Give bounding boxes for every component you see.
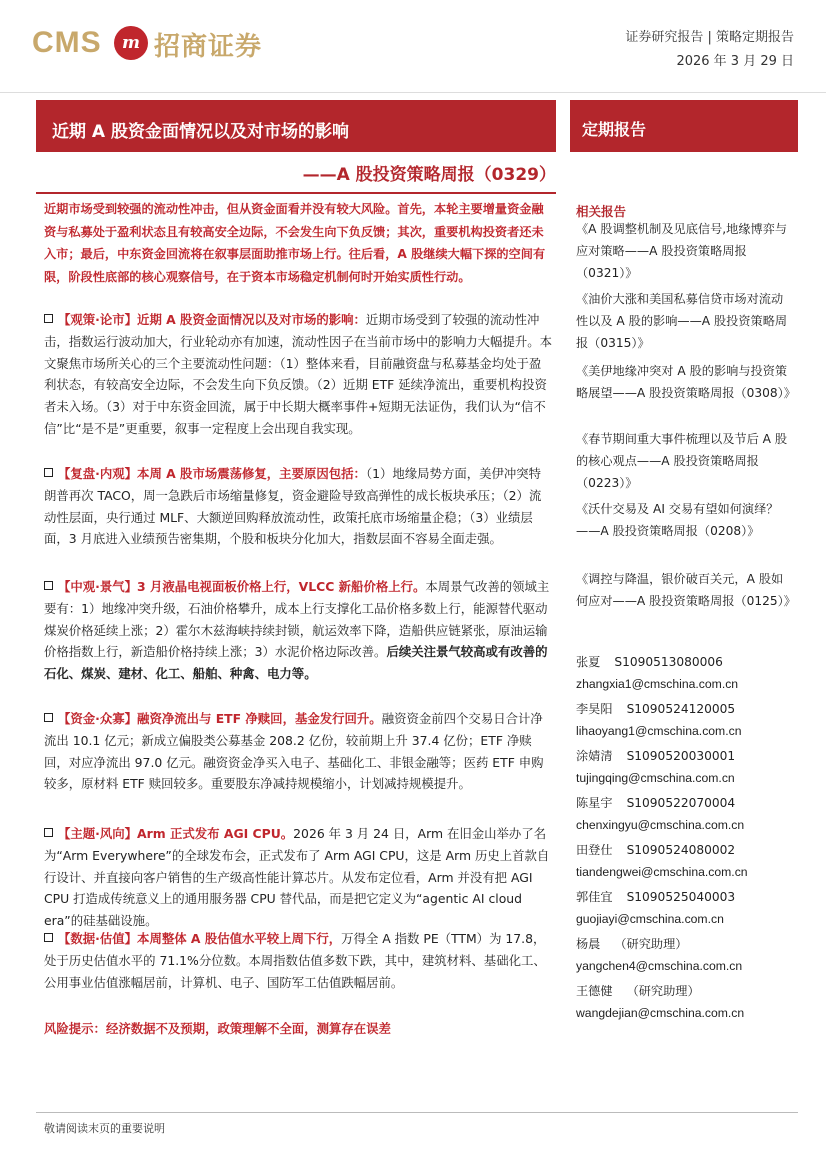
checkbox-bullet-icon xyxy=(44,581,53,590)
analyst-row xyxy=(576,888,735,905)
analyst-code: S1090513080006 xyxy=(614,655,723,669)
section-highlight: 后续关注景气较高或有改善的石化、煤炭、建材、化工、船舶、种禽、电力等。 xyxy=(44,644,548,682)
analyst-code: S1090524120005 xyxy=(626,702,736,716)
section-text: 本周景气改善的领域主要有：1）地缘冲突升级，石油价格攀升，成本上行支撑化工品价格多数上行，能源替代驱动煤炭价格延续上涨；2）霍尔木兹海峡持续封锁，航运效率下降，造船供应链紧张，原油运输价格指数上行，新造船价格持续上涨；3）水泥价格边际改善。 xyxy=(44,579,550,660)
section-text: 融资资金前四个交易日合计净流出 10.1 亿元；新成立偏股类公募基金 208.2 亿份，较前期上升 37.4 亿份；ETF 净赎回，对应净流出 97.0 亿元。融资资金净买入电子、基础化工、非银金融等；医药 ETF 申购较多，原材料 ETF 赎回较多。重要股东净减持规模缩小，计划减持规模提升。 xyxy=(44,711,544,792)
risk-warning: 风险提示：经济数据不及预期，政策理解不全面，测算存在误差 xyxy=(44,1021,391,1036)
analyst-code: S1090522070004 xyxy=(626,796,736,810)
related-report-link[interactable]: 《调控与降温，银价破百关元，A 股如何应对——A 股投资策略周报（0125）》 xyxy=(576,572,796,608)
section-label: 【主题·风向】Arm 正式发布 AGI CPU。 xyxy=(58,826,294,841)
side-title: 定期报告 xyxy=(582,120,647,139)
analyst-name: 李昊阳 xyxy=(576,702,613,716)
section-label: 【复盘·内观】本周 A 股市场震荡修复，主要原因包括： xyxy=(58,466,366,481)
footer-note: 敬请阅读末页的重要说明 xyxy=(44,1122,165,1135)
section-policy xyxy=(44,309,552,440)
analyst-email[interactable]: tiandengwei@cmschina.com.cn xyxy=(576,865,748,879)
analyst-email[interactable]: tujingqing@cmschina.com.cn xyxy=(576,771,735,785)
section-funds xyxy=(44,708,552,795)
checkbox-bullet-icon xyxy=(44,828,53,837)
analyst-role: （研究助理） xyxy=(626,984,700,998)
section-valuation xyxy=(44,928,552,993)
section-theme xyxy=(44,823,552,932)
analyst-name: 郭佳宜 xyxy=(576,890,613,904)
analyst-email[interactable]: lihaoyang1@cmschina.com.cn xyxy=(576,724,742,738)
analyst-row xyxy=(576,841,735,858)
analyst-row xyxy=(576,982,700,999)
logo-chinese-text: 招商证券 xyxy=(154,32,263,62)
checkbox-bullet-icon xyxy=(44,713,53,722)
summary-paragraph: 近期市场受到较强的流动性冲击，但从资金面看并没有较大风险。首先，本轮主要增量资金融资与私募处于盈利状态且有较高安全边际，不会发生向下负反馈；其次，重要机构投资者还未入市；最后，中东资金回流将在叙事层面助推市场上行。往后看，A 股继续大幅下探的空间有限，阶段性底部的核心观察信号，在于资本市场稳定机制何时开始实质性行动。 xyxy=(44,202,546,284)
doc-type: 证券研究报告 | 策略定期报告 xyxy=(625,30,794,45)
checkbox-bullet-icon xyxy=(44,933,53,942)
analyst-row xyxy=(576,700,735,717)
analyst-email[interactable]: zhangxia1@cmschina.com.cn xyxy=(576,677,739,691)
analyst-code: S1090525040003 xyxy=(626,890,736,904)
related-report-link[interactable]: 《A 股调整机制及见底信号,地缘博弈与应对策略——A 股投资策略周报（0321）》 xyxy=(576,222,788,280)
section-text: 万得全 A 指数 PE（TTM）为 17.8，处于历史估值水平的 71.1%分位数。本周指数估值多数下跌，其中，建筑材料、基础化工、公用事业估值涨幅居前，计算机、电子、国防军工估值跌幅居前。 xyxy=(44,931,546,990)
page-subtitle: ——A 股投资策略周报（0329） xyxy=(302,165,556,185)
checkbox-bullet-icon xyxy=(44,314,53,323)
related-reports-title: 相关报告 xyxy=(576,204,627,219)
analyst-name: 王德健 xyxy=(576,984,613,998)
section-industry xyxy=(44,576,552,685)
checkbox-bullet-icon xyxy=(44,468,53,477)
section-review xyxy=(44,463,552,550)
analyst-row xyxy=(576,794,735,811)
title-divider xyxy=(36,192,556,194)
doc-date: 2026 年 3 月 29 日 xyxy=(676,54,794,69)
logo-cms-text: CMS xyxy=(32,26,102,59)
section-text: 近期市场受到了较强的流动性冲击，指数运行波动加大，行业轮动亦有加速，流动性因子在当前市场中的影响力大幅提升。本文聚焦市场所关心的三个主要流动性问题：（1）整体来看，目前融资盘与私募基金均处于盈利状态，有较高安全边际，不会发生向下负反馈。（2）近期 ETF 延续净流出，重要机构投资者未入场。（3）对于中东资金回流，属于中长期大概率事件+短期无法证伪，我们认为“信不信”比“是不是”更重要，叙事一定程度上会出现自我实现。 xyxy=(44,312,553,436)
section-label: 【资金·众寡】融资净流出与 ETF 净赎回，基金发行回升。 xyxy=(58,711,382,726)
header-divider xyxy=(0,92,826,93)
page-title: 近期 A 股资金面情况以及对市场的影响 xyxy=(52,122,349,142)
analyst-name: 张夏 xyxy=(576,655,601,669)
related-report-link[interactable]: 《春节期间重大事件梳理以及节后 A 股的核心观点——A 股投资策略周报（0223）》 xyxy=(576,432,788,490)
analyst-name: 陈星宇 xyxy=(576,796,613,810)
section-text: （1）地缘局势方面，美伊冲突特朗普再次 TACO，周一急跌后市场缩量修复，资金避险导致高弹性的成长板块承压；（2）流动性层面，央行通过 MLF、大额逆回购释放流动性，政策托底市场缩量企稳；（3）业绩层面，3 月底进入业绩预告密集期，个股和板块分化加大，指数层面不容易全面走强。 xyxy=(44,466,542,547)
analyst-row xyxy=(576,747,735,764)
section-text: 2026 年 3 月 24 日，Arm 在旧金山举办了名为“Arm Everywhere”的全球发布会，正式发布了 Arm AGI CPU，这是 Arm 历史上首款自行设计、并直接向客户销售的生产级高性能计算芯片。从发布定位看，Arm 并没有把 AGI CPU 打造成传统意义上的通用服务器 CPU 替代品，而是把它定义为“agentic AI cloud era”的硅基础设施。 xyxy=(44,826,550,929)
analyst-email[interactable]: chenxingyu@cmschina.com.cn xyxy=(576,818,745,832)
analyst-email[interactable]: guojiayi@cmschina.com.cn xyxy=(576,912,724,926)
analyst-role: （研究助理） xyxy=(614,937,688,951)
section-label: 【观策·论市】近期 A 股资金面情况以及对市场的影响： xyxy=(58,312,366,327)
analyst-name: 涂婧清 xyxy=(576,749,613,763)
related-report-link[interactable]: 《美伊地缘冲突对 A 股的影响与投资策略展望——A 股投资策略周报（0308）》 xyxy=(576,364,796,400)
section-label: 【数据·估值】本周整体 A 股估值水平较上周下行， xyxy=(58,931,342,946)
logo-emblem-icon: m xyxy=(114,26,148,60)
related-report-link[interactable]: 《油价大涨和美国私募信贷市场对流动性以及 A 股的影响——A 股投资策略周报（0315）》 xyxy=(576,292,788,350)
analyst-row xyxy=(576,653,723,670)
analyst-email[interactable]: wangdejian@cmschina.com.cn xyxy=(576,1006,745,1020)
analyst-code: S1090524080002 xyxy=(626,843,736,857)
footer-divider xyxy=(36,1112,798,1113)
analyst-code: S1090520030001 xyxy=(626,749,736,763)
analyst-name: 田登仕 xyxy=(576,843,613,857)
section-label: 【中观·景气】3 月液晶电视面板价格上行，VLCC 新船价格上行。 xyxy=(58,579,426,594)
related-report-link[interactable]: 《沃什交易及 AI 交易有望如何演绎？——A 股投资策略周报（0208）》 xyxy=(576,502,779,538)
analyst-name: 杨晨 xyxy=(576,937,601,951)
analyst-row xyxy=(576,935,688,952)
analyst-email[interactable]: yangchen4@cmschina.com.cn xyxy=(576,959,743,973)
